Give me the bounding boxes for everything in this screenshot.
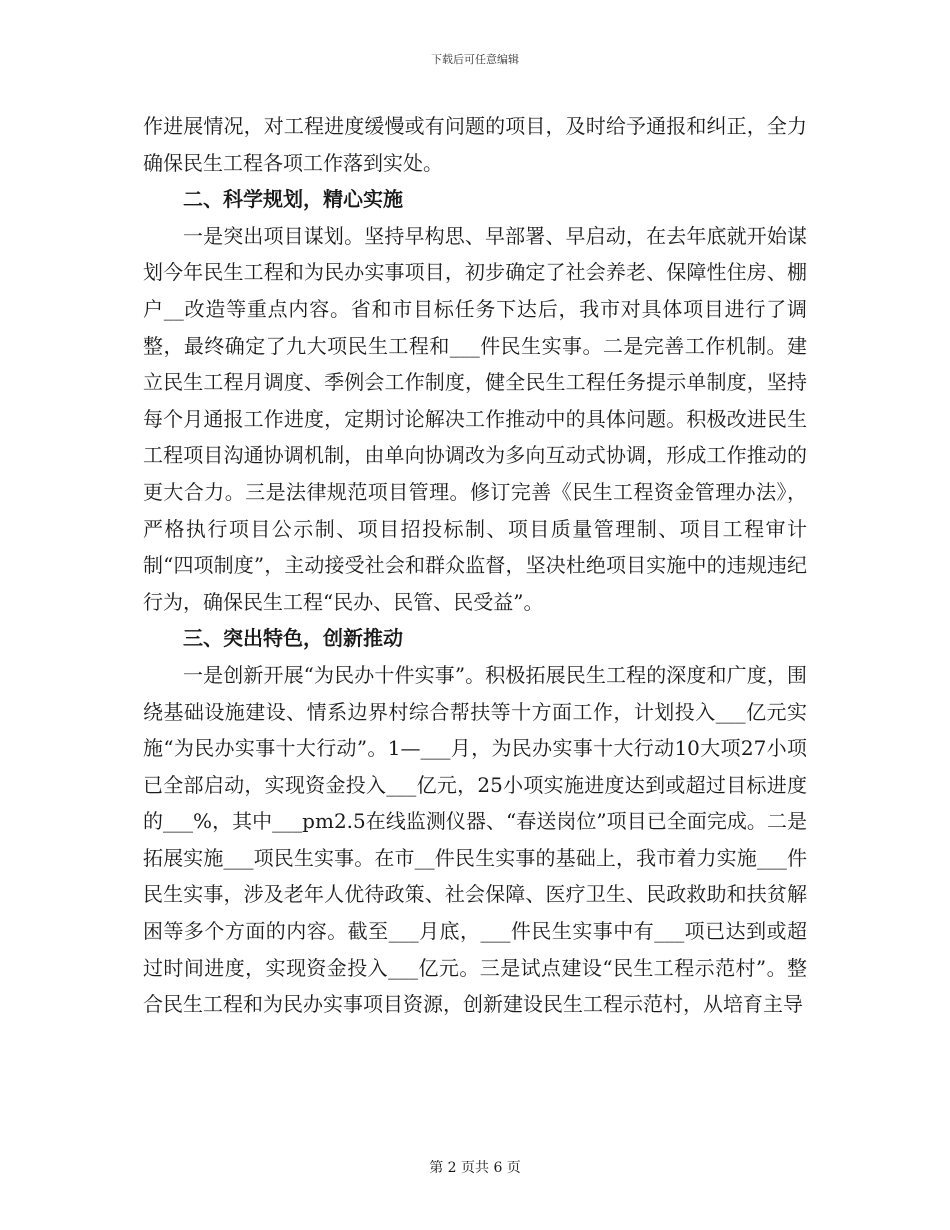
paragraph-section-2: 一是突出项目谋划。坚持早构思、早部署、早启动，在去年底就开始谋划今年民生工程和为民办实事项目，初步确定了社会养老、保障性住房、棚户__改造等重点内容。省和市目标任务下达后，我市对具体项目进行了调整，最终确定了九大项民生工程和___件民生实事。二是完善工作机制。建立民生工程月调度、季例会工作制度，健全民生工程任务提示单制度，坚持每个月通报工作进度，定期讨论解决工作推动中的具体问题。积极改进民生工程项目沟通协调机制，由单向协调改为多向互动式协调，形成工作推动的更大合力。三是法律规范项目管理。修订完善《民生工程资金管理办法》，严格执行项目公示制、项目招投标制、项目质量管理制、项目工程审计制“四项制度”，主动接受社会和群众监督，坚决杜绝项目实施中的违规违纪行为，确保民生工程“民办、民管、民受益”。 [143,223,807,614]
section-heading-3: 三、突出特色，创新推动 [183,626,403,651]
paragraph-intro: 作进展情况，对工程进度缓慢或有问题的项目，及时给予通报和纠正，全力确保民生工程各项工作落到实处。 [143,114,807,175]
paragraph-section-3: 一是创新开展“为民办十件实事”。积极拓展民生工程的深度和广度，围绕基础设施建设、情系边界村综合帮扶等十方面工作，计划投入___亿元实施“为民办实事十大行动”。1—___月，为民办实事十大行动10大项27小项已全部启动，实现资金投入___亿元，25小项实施进度达到或超过目标进度的___%，其中___pm2.5在线监测仪器、“春送岗位”项目已全面完成。二是拓展实施___项民生实事。在市__件民生实事的基础上，我市着力实施___件民生实事，涉及老年人优待政策、社会保障、医疗卫生、民政救助和扶贫解困等多个方面的内容。截至___月底，___件民生实事中有___项已达到或超过时间进度，实现资金投入___亿元。三是试点建设“民生工程示范村”。整合民生工程和为民办实事项目资源，创新建设民生工程示范村，从培育主导 [143,662,807,1017]
page-number: 第 2 页共 6 页 [429,1160,521,1176]
document-body [143,108,807,1023]
section-heading-2: 二、科学规划，精心实施 [183,187,403,212]
page-header: 下载后可任意编辑 [431,53,519,66]
